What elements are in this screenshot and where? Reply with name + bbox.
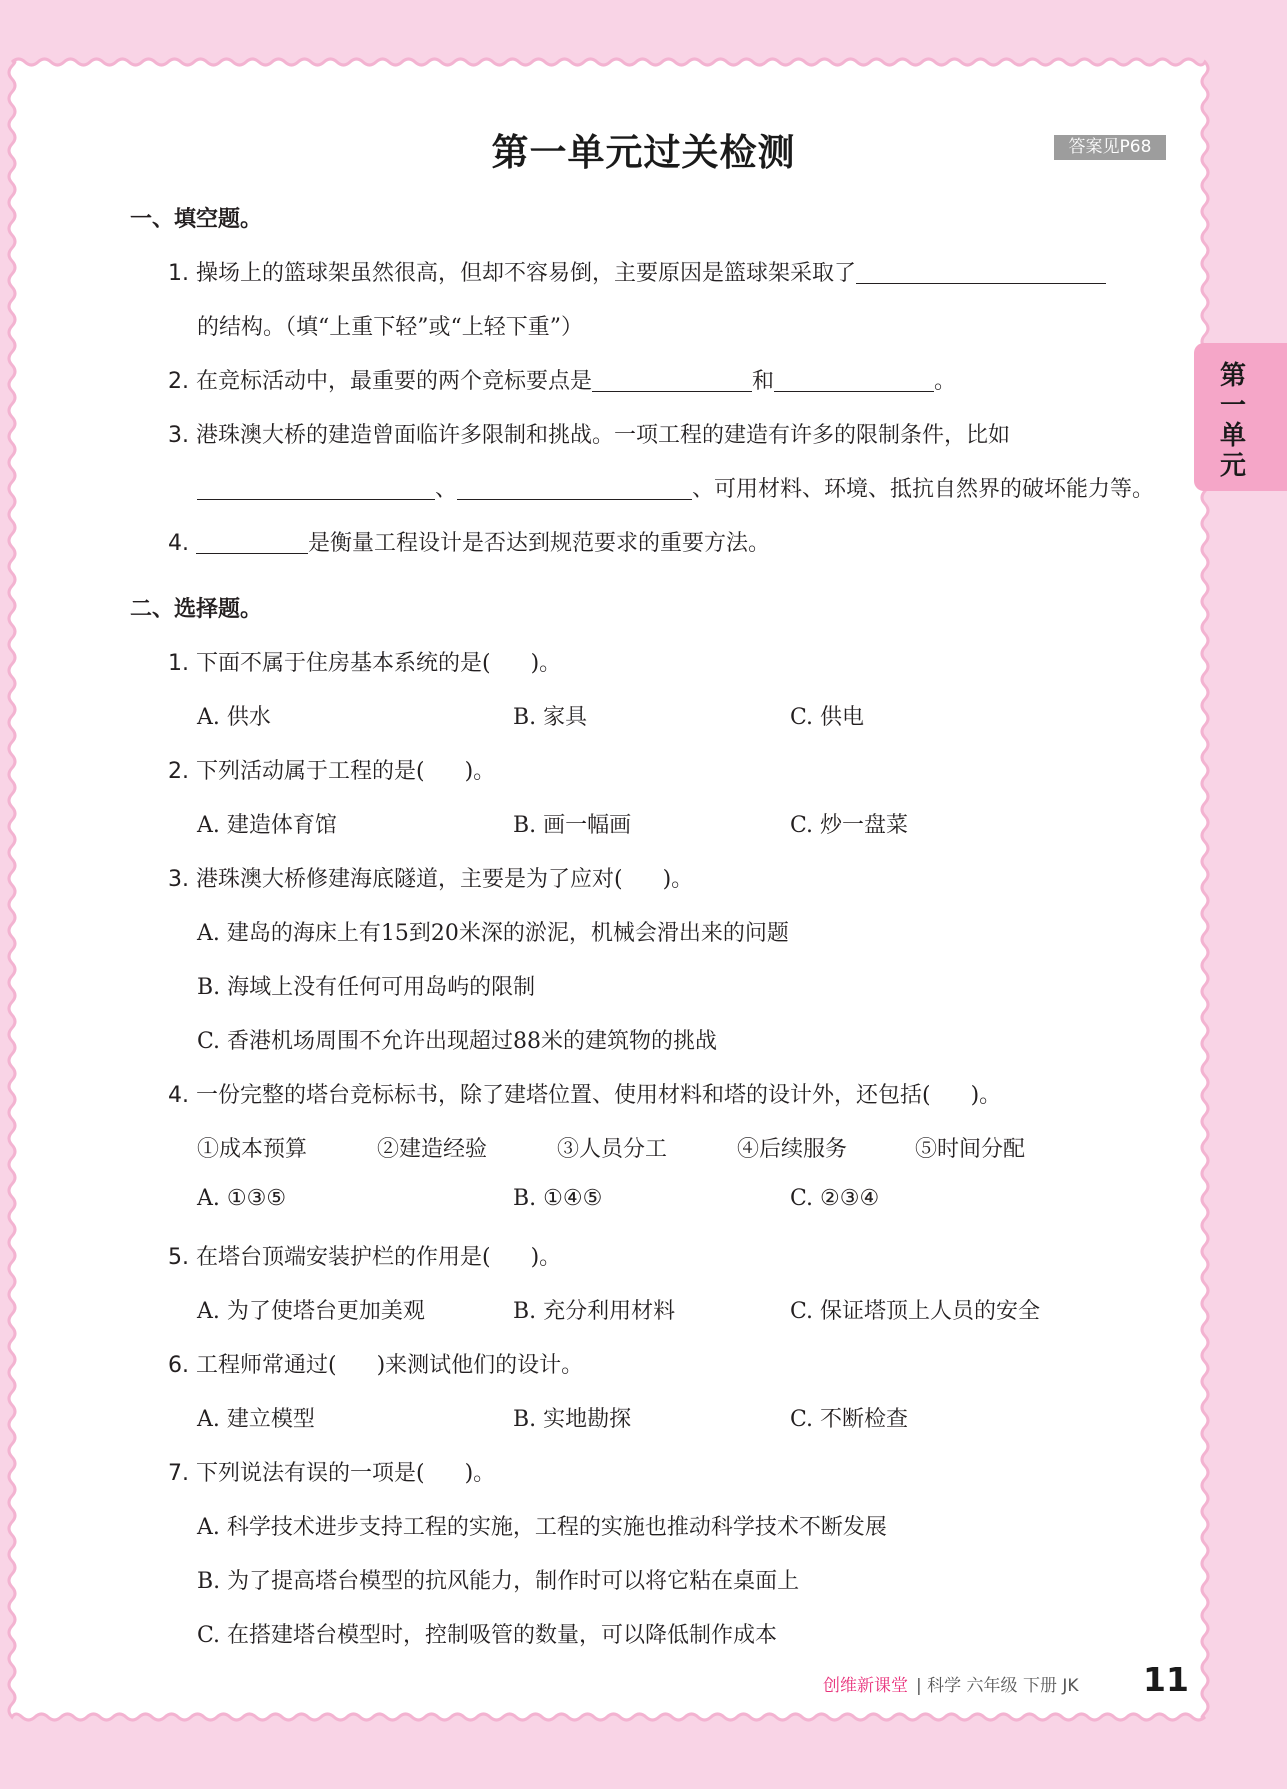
option-c[interactable]: C. 炒一盘菜 — [790, 813, 909, 838]
list-item-build-experience: ②建造经验 — [377, 1137, 488, 1162]
answer-blank[interactable] — [592, 369, 752, 392]
choice-question-7: 7. 下列说法有误的一项是( )。 — [168, 1461, 496, 1486]
answer-blank[interactable] — [196, 531, 308, 554]
option-b[interactable]: B. 画一幅画 — [513, 813, 632, 838]
fill-question-3: 3. 港珠澳大桥的建造曾面临许多限制和挑战。一项工程的建造有许多的限制条件，比如 — [168, 423, 1011, 448]
choice-question-3: 3. 港珠澳大桥修建海底隧道，主要是为了应对( )。 — [168, 867, 694, 892]
answer-blank[interactable] — [197, 477, 435, 500]
fill-question-1: 1. 操场上的篮球架虽然很高，但却不容易倒，主要原因是篮球架采取了 — [168, 256, 1106, 287]
option-a[interactable]: A. 建立模型 — [197, 1407, 315, 1432]
answer-reference-badge: 答案见P68 — [1054, 135, 1166, 160]
option-a[interactable]: A. 为了使塔台更加美观 — [197, 1299, 425, 1324]
option-a[interactable]: A. 科学技术进步支持工程的实施，工程的实施也推动科学技术不断发展 — [197, 1515, 887, 1540]
section-heading-fill-blank: 一、填空题。 — [130, 207, 263, 232]
option-b[interactable]: B. 为了提高塔台模型的抗风能力，制作时可以将它粘在桌面上 — [197, 1569, 800, 1594]
option-a[interactable]: A. 建岛的海床上有15到20米深的淤泥，机械会滑出来的问题 — [197, 921, 789, 946]
option-c[interactable]: C. 在搭建塔台模型时，控制吸管的数量，可以降低制作成本 — [197, 1623, 778, 1648]
fill-question-4: 4. 是衡量工程设计是否达到规范要求的重要方法。 — [168, 531, 771, 556]
option-a[interactable]: A. 建造体育馆 — [197, 813, 337, 838]
option-b[interactable]: B. 充分利用材料 — [513, 1299, 676, 1324]
option-b[interactable]: B. 海域上没有任何可用岛屿的限制 — [197, 975, 536, 1000]
footer-book-info: | 科学 六年级 下册 JK — [916, 1676, 1079, 1696]
fill-question-3-cont: 、 、可用材料、环境、抵抗自然界的破坏能力等。 — [197, 472, 1154, 503]
list-item-cost-budget: ①成本预算 — [197, 1137, 308, 1162]
footer-brand: 创维新课堂 — [823, 1676, 908, 1696]
choice-question-6: 6. 工程师常通过( )来测试他们的设计。 — [168, 1353, 584, 1378]
option-c[interactable]: C. 供电 — [790, 705, 865, 730]
choice-question-1: 1. 下面不属于住房基本系统的是( )。 — [168, 651, 562, 676]
option-c[interactable]: C. 保证塔顶上人员的安全 — [790, 1299, 1041, 1324]
answer-blank[interactable] — [856, 261, 1106, 284]
option-c[interactable]: C. 香港机场周围不允许出现超过88米的建筑物的挑战 — [197, 1029, 718, 1054]
list-item-follow-up-service: ④后续服务 — [737, 1137, 848, 1162]
option-b[interactable]: B. ①④⑤ — [513, 1186, 603, 1211]
answer-blank[interactable] — [457, 477, 692, 500]
unit-side-tab — [1194, 343, 1287, 491]
section-heading-choice: 二、选择题。 — [130, 597, 263, 622]
list-item-staff-division: ③人员分工 — [557, 1137, 668, 1162]
list-item-time-allocation: ⑤时间分配 — [915, 1137, 1026, 1162]
unit-side-tab-label: 第一单元 — [1219, 361, 1246, 481]
choice-question-5: 5. 在塔台顶端安装护栏的作用是( )。 — [168, 1245, 562, 1270]
page-title: 第一单元过关检测 — [491, 131, 796, 174]
option-a[interactable]: A. ①③⑤ — [197, 1186, 287, 1211]
choice-question-4: 4. 一份完整的塔台竞标标书，除了建塔位置、使用材料和塔的设计外，还包括( )。 — [168, 1083, 1002, 1108]
answer-blank[interactable] — [774, 369, 934, 392]
page-number: 11 — [1143, 1660, 1189, 1699]
fill-question-1-cont: 的结构。（填“上重下轻”或“上轻下重”） — [197, 315, 583, 340]
option-a[interactable]: A. 供水 — [197, 705, 271, 730]
option-c[interactable]: C. 不断检查 — [790, 1407, 909, 1432]
option-b[interactable]: B. 实地勘探 — [513, 1407, 632, 1432]
option-b[interactable]: B. 家具 — [513, 705, 588, 730]
option-c[interactable]: C. ②③④ — [790, 1186, 880, 1211]
choice-question-2: 2. 下列活动属于工程的是( )。 — [168, 759, 496, 784]
fill-question-2: 2. 在竞标活动中，最重要的两个竞标要点是 和 。 — [168, 369, 957, 394]
